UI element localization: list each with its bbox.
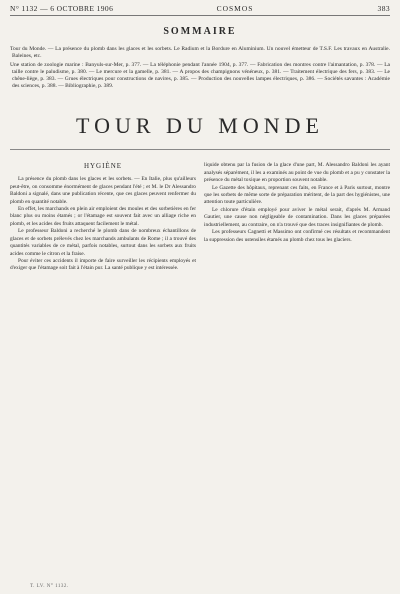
article-columns [10,162,390,272]
paragraph: La présence du plomb dans les glaces et les sorbets. — En Italie, plus qu'ailleurs peut-être, on consomme énormément de glaces pendant l'été ; et M. le Dr Alessandro Baldoni a signalé, dans une publication récente, que ces glaces peuvent renfermer du plomb en quantité notable. [10,176,196,205]
left-column [10,162,196,272]
divider [10,149,390,150]
page-title: TOUR DU MONDE [76,113,324,139]
sommaire-block [10,46,390,89]
sommaire-title: SOMMAIRE [163,26,237,37]
sommaire-entry: Tour du Monde. — La présence du plomb dans les glaces et les sorbets. Le Radium et la Bordure en Aluminium. Un nouvel émetteur de T.S.F. Les travaux en Australie. Baleines, etc. [10,46,390,59]
paragraph: liquide obtenu par la fusion de la glace d'une part, M. Alessandro Baldoni les ayant analysés séparément, il les a examinés au point de vue du plomb et a pu y constater la présence du métal toxique en proportion souvent notable. [204,162,390,184]
right-column [204,162,390,272]
paragraph: Le professeur Baldoni a recherché le plomb dans de nombreux échantillons de glaces et de sorbets prélevés chez les marchands ambulants de Rome ; il a trouvé des quantités variables de ce métal, parfois notables, surtout dans les sorbets aux fruits acides comme le citron et la fraise. [10,228,196,257]
paragraph: Le Gazette des hôpitaux, reprenant ces faits, en France et à Paris surtout, montre que les sorbets de même sorte de préparation méritent, de la part des hygiénistes, une attention toute particulière. [204,184,390,206]
section-heading: HYGIÈNE [83,162,123,171]
issue-date: N° 1132 — 6 OCTOBRE 1906 [10,4,114,13]
footer-mark: T. LV. N° 1132. [30,584,69,589]
paragraph: En effet, les marchands en plein air emploient des moules et des sorbetières en fer blanc plus ou moins étamés ; or l'étamage est souvent fait avec un alliage riche en plomb, et les acides des fruits attaquent facilement le métal. [10,206,196,227]
sommaire-entry: Une station de zoologie marine : Banyuls-sur-Mer, p. 377. — La téléphonie pendant l'année 1904, p. 377. — Fabrication des montres contre l'aimantation, p. 378. — La taille contre le paludisme, p. 380. — Le mercure et la gamelle, p. 381. — A propos des champignons vénéneux, p. 381. — Traitement électrique des fers, p. 383. — Le chêne-liège, p. 383. — Grues électriques pour constructions de navires, p. 385. — Production des nouvelles lampes électriques, p. 386. — Sociétés savantes : Académie des sciences, p. 388. — Bibliographie, p. 389. [10,61,390,89]
paragraph: Les professeurs Cagnetti et Massimo ont confirmé ces résultats et recommandent la suppression des ustensiles étamés au plomb chez tous les glaciers. [204,229,390,243]
running-head [10,4,390,16]
journal-name: COSMOS [216,4,254,13]
page-number: 383 [377,4,390,13]
paragraph: Pour éviter ces accidents il importe de faire surveiller les récipients employés et d'exiger que l'étamage soit fait à l'étain pur. La santé publique y est intéressée. [10,257,196,272]
paragraph: Le chlorure d'étain employé pour aviver le métal serait, d'après M. Armand Gautier, une cause non négligeable de contamination. Dans les glaces préparées industriellement, au contraire, on n'a trouvé que des traces insignifiantes de plomb. [204,206,390,228]
